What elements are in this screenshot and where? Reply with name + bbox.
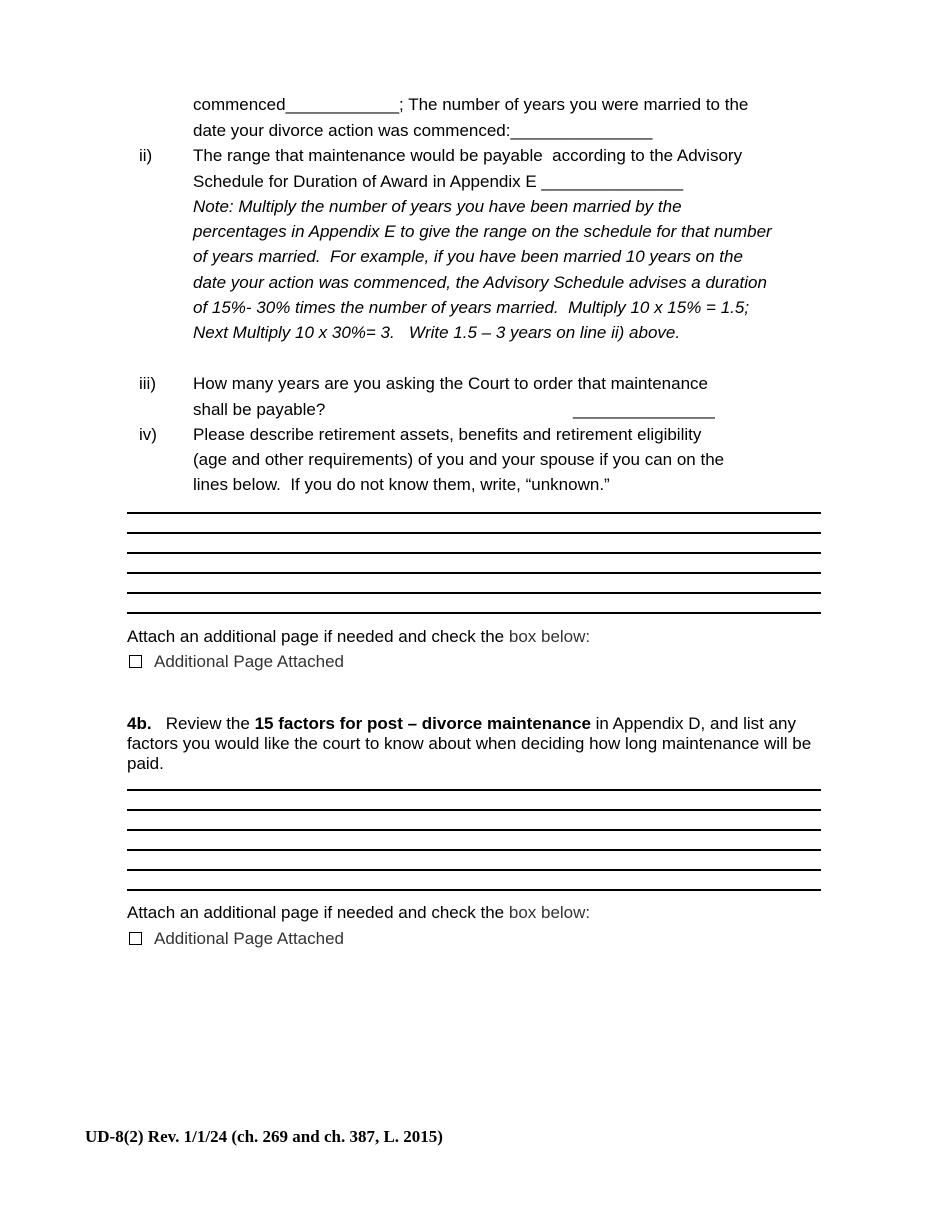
answer-line[interactable]	[127, 869, 821, 871]
item-iv-line-3: lines below. If you do not know them, write, “unknown.”	[193, 475, 610, 494]
attach-instruction-4b	[127, 902, 590, 924]
attach-instruction-text: Attach an additional page if needed and check the	[127, 627, 505, 646]
item-ii-line-2: Schedule for Duration of Award in Appendix E _______________	[193, 172, 684, 191]
note-line: percentages in Appendix E to give the range on the schedule for that number	[193, 222, 772, 241]
item-ii-line-1: The range that maintenance would be payable according to the Advisory	[193, 146, 743, 165]
item-iii-line-1: How many years are you asking the Court to order that maintenance	[193, 374, 708, 393]
answer-line[interactable]	[127, 512, 821, 514]
section-4b-text-before: Review the	[165, 714, 250, 733]
answer-line[interactable]	[127, 829, 821, 831]
answer-line[interactable]	[127, 809, 821, 811]
item-number-ii: ii)	[139, 146, 153, 165]
section-4b-number: 4b.	[127, 714, 152, 733]
note-line: Next Multiply 10 x 30%= 3. Write 1.5 – 3 years on line ii) above.	[193, 323, 681, 342]
attach-instruction	[127, 626, 590, 648]
answer-line[interactable]	[127, 592, 821, 594]
note-line: Note: Multiply the number of years you have been married by the	[193, 197, 682, 216]
attach-instruction-end: box below:	[508, 903, 591, 922]
item-iv-line-2: (age and other requirements) of you and your spouse if you can on the	[193, 450, 725, 469]
item-number-iv: iv)	[139, 425, 157, 444]
additional-page-checkbox[interactable]	[129, 932, 142, 945]
answer-line[interactable]	[127, 532, 821, 534]
additional-page-checkbox[interactable]	[129, 655, 142, 668]
note-line: of years married. For example, if you have been married 10 years on the	[193, 247, 743, 266]
answer-line[interactable]	[127, 552, 821, 554]
note-line: of 15%- 30% times the number of years married. Multiply 10 x 15% = 1.5;	[193, 298, 750, 317]
checkbox-label: Additional Page Attached	[154, 652, 344, 671]
answer-line[interactable]	[127, 612, 821, 614]
section-4b-paragraph	[127, 714, 827, 774]
additional-page-checkbox-row-4b[interactable]	[129, 928, 344, 950]
answer-line[interactable]	[127, 789, 821, 791]
text-line-date-commenced: date your divorce action was commenced:_______________	[193, 121, 653, 140]
item-iv-line-1: Please describe retirement assets, benefits and retirement eligibility	[193, 425, 702, 444]
text-line-commenced: commenced____________; The number of years you were married to the	[193, 95, 749, 114]
section-4b-bold: 15 factors for post – divorce maintenance	[254, 714, 591, 733]
section-4b-text-after: in Appendix D, and list any factors you would like the court to know about when deciding how long maintenance will be paid.	[127, 714, 812, 773]
years-requested-blank[interactable]: _______________	[573, 400, 715, 419]
item-iii-line-2: shall be payable?	[193, 400, 326, 419]
additional-page-checkbox-row[interactable]	[129, 651, 344, 673]
answer-line[interactable]	[127, 889, 821, 891]
form-footer: UD-8(2) Rev. 1/1/24 (ch. 269 and ch. 387, L. 2015)	[85, 1127, 443, 1146]
note-line: date your action was commenced, the Advisory Schedule advises a duration	[193, 273, 767, 292]
attach-instruction-end: box below:	[508, 627, 591, 646]
answer-line[interactable]	[127, 849, 821, 851]
answer-line[interactable]	[127, 572, 821, 574]
item-number-iii: iii)	[139, 374, 156, 393]
attach-instruction-text: Attach an additional page if needed and check the	[127, 903, 505, 922]
checkbox-label: Additional Page Attached	[154, 929, 344, 948]
